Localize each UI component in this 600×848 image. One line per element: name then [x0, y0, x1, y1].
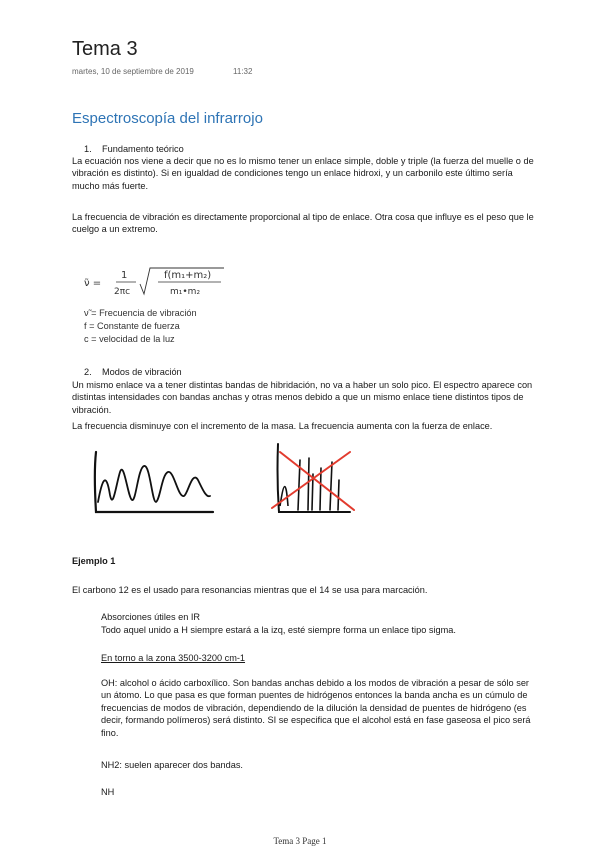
section-title: Espectroscopía del infrarrojo: [72, 110, 263, 127]
example-title: Ejemplo 1: [72, 556, 116, 566]
paragraph-oh: OH: alcohol o ácido carboxílico. Son bandas anchas debido a los modos de vibración a pesar de sólo ser un átomo. Lo que pasa es que forman puentes de hidrógenos entonces la banda ancha es un cúmulo de frecuencias de modos de vibración, dependiendo de la dilución la densidad de puentes de hidrógeno (es decir, formando polímeros) será distinto. SI se especifica que el alcohol está en fase gaseosa el pico será fino.: [101, 678, 531, 738]
paragraph-carbono: El carbono 12 es el usado para resonancias mientras que el 14 se usa para marcación.: [72, 585, 428, 595]
legend-velocidad: c = velocidad de la luz: [84, 334, 175, 344]
formula-lhs: ν̃ =: [84, 278, 102, 289]
formula-sqrt-den: m₁•m₂: [170, 287, 201, 297]
page-footer: Tema 3 Page 1: [273, 836, 327, 846]
heading-number: 2.: [84, 367, 92, 377]
heading-text: Modos de vibración: [102, 367, 182, 377]
zone-heading: En torno a la zona 3500-3200 cm-1: [101, 653, 246, 663]
paragraph-masa: La frecuencia disminuye con el incremento de la masa. La frecuencia aumenta con la fuerza de enlace.: [72, 421, 493, 431]
formula-frac-num: 1: [121, 270, 128, 281]
legend-frecuencia: ν̃ = Frecuencia de vibración: [84, 308, 197, 318]
paragraph-frecuencia: La frecuencia de vibración es directamente proporcional al tipo de enlace. Otra cosa que influye es el peso que le cuelgo a un extremo.: [72, 212, 534, 235]
hand-drawings: [88, 440, 358, 520]
paragraph-nh2: NH2: suelen aparecer dos bandas.: [101, 760, 243, 770]
page-time: 11:32: [233, 67, 253, 76]
formula-frac-den: 2πc: [114, 287, 131, 297]
page-date: martes, 10 de septiembre de 2019: [72, 67, 194, 76]
cross-out-line: [280, 452, 354, 510]
formula-sqrt-num: f(m₁+m₂): [164, 270, 212, 281]
legend-constante: f = Constante de fuerza: [84, 321, 180, 331]
formula: [84, 264, 234, 307]
paragraph-ecuacion: La ecuación nos viene a decir que no es lo mismo tener un enlace simple, doble y triple (la fuerza del muelle o de vibración es distinto). Si en igualdad de condiciones tengo un enlace hidroxi, y un carbonilo este último sería mucho más fuerte.: [72, 156, 534, 191]
paragraph-modos: Un mismo enlace va a tener distintas bandas de hibridación, no va a haber un solo pico. El espectro aparece con distintas intensidades con bandas anchas y otras menos debido a que un mismo enlace tiene distintos tipos de vibración.: [72, 380, 533, 415]
page-title: Tema 3: [72, 38, 138, 60]
sketch-sharp-peaks: [272, 444, 354, 512]
heading-number: 1.: [84, 144, 92, 154]
heading-text: Fundamento teórico: [102, 144, 184, 154]
absorciones-title: Absorciones útiles en IR: [101, 612, 201, 622]
absorciones-line: Todo aquel unido a H siempre estará a la izq, esté siempre forma un enlace tipo sigma.: [101, 625, 456, 635]
paragraph-nh: NH: [101, 787, 115, 797]
sketch-broad-bands: [95, 452, 213, 512]
formula-svg: [84, 264, 234, 304]
